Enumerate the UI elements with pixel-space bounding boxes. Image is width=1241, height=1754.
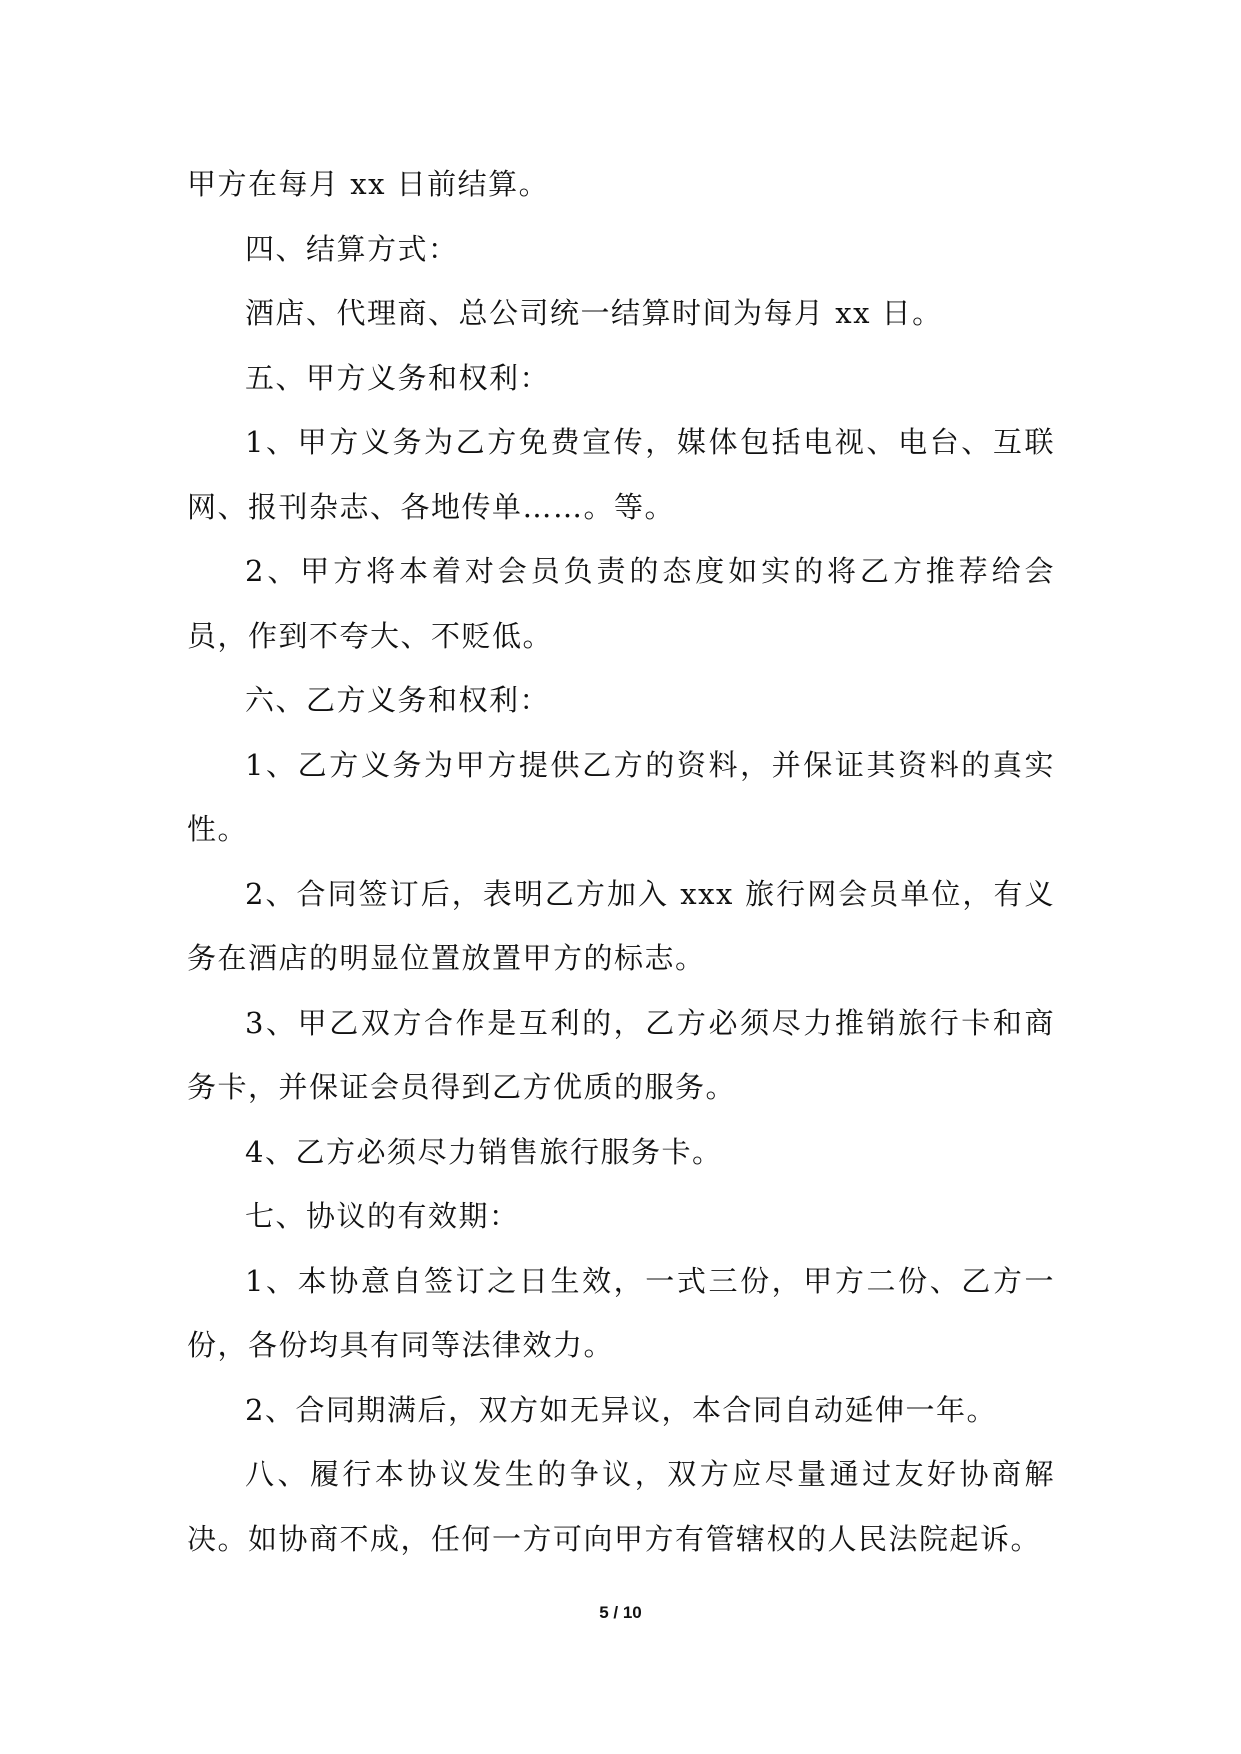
paragraph-party-b-duty-3: 3、甲乙双方合作是互利的，乙方必须尽力推销旅行卡和商务卡，并保证会员得到乙方优质的服务。 — [187, 1005, 1055, 1104]
paragraph-validity-1: 1、本协意自签订之日生效，一式三份，甲方二份、乙方一份，各份均具有同等法律效力。 — [187, 1263, 1055, 1362]
heading-agreement-validity: 七、协议的有效期： — [245, 1199, 520, 1233]
heading-party-b-duties: 六、乙方义务和权利： — [245, 683, 551, 717]
paragraph-party-a-duty-2: 2、甲方将本着对会员负责的态度如实的将乙方推荐给会员，作到不夸大、不贬低。 — [187, 554, 1055, 653]
paragraph-validity-2: 2、合同期满后，双方如无异议，本合同自动延伸一年。 — [245, 1392, 997, 1427]
heading-party-a-duties: 五、甲方义务和权利： — [245, 360, 551, 395]
paragraph-dispute-resolution: 八、履行本协议发生的争议，双方应尽量通过友好协商解决。如协商不成，任何一方可向甲方有管辖权的人民法院起诉。 — [187, 1457, 1055, 1556]
paragraph-party-b-duty-1: 1、乙方义务为甲方提供乙方的资料，并保证其资料的真实性。 — [187, 747, 1055, 846]
document-body — [187, 152, 1055, 1571]
heading-settlement-method: 四、结算方式： — [245, 231, 459, 266]
page-number: 5 / 10 — [599, 1603, 642, 1622]
paragraph-party-a-duty-1: 1、甲方义务为乙方免费宣传，媒体包括电视、电台、互联网、报刊杂志、各地传单……。等。 — [187, 425, 1055, 524]
paragraph-party-b-duty-4: 4、乙方必须尽力销售旅行服务卡。 — [245, 1134, 723, 1169]
paragraph-settlement-time: 酒店、代理商、总公司统一结算时间为每月 xx 日。 — [245, 296, 943, 330]
paragraph-settlement-date: 甲方在每月 xx 日前结算。 — [187, 167, 550, 201]
paragraph-party-b-duty-2: 2、合同签订后，表明乙方加入 xxx 旅行网会员单位，有义务在酒店的明显位置放置甲方的标志。 — [187, 876, 1055, 975]
